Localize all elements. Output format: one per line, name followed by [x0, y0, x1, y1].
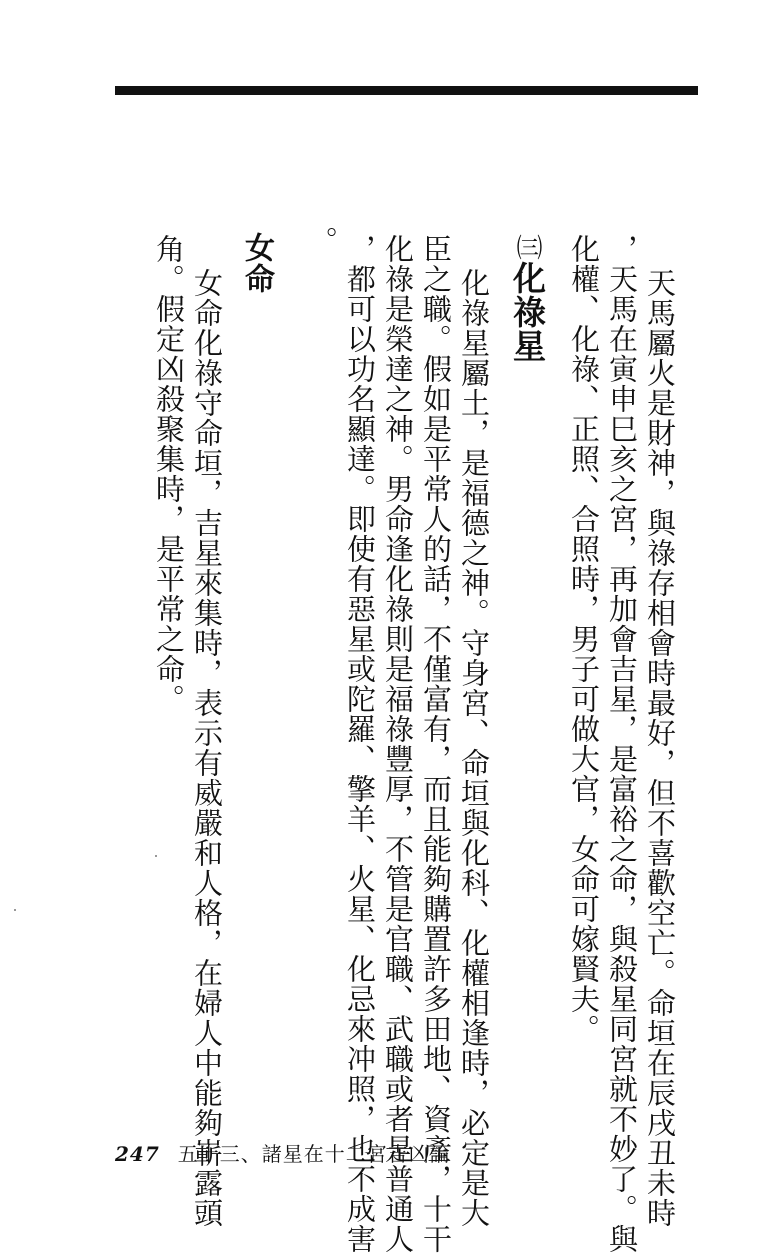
- text-column-hualu-2: 臣之職。假如是平常人的話，不僅富有，而且能夠購置許多田地、資產，十干: [419, 234, 453, 1254]
- page-number: 247: [115, 1142, 160, 1166]
- text-column-hualu-1: 化祿星屬土，是福德之神。守身宮、命垣與化科、化權相逢時，必定是大: [457, 268, 491, 1228]
- text-column-tianma-3: 化權、化祿、正照、合照時，男子可做大官，女命可嫁賢夫。: [567, 234, 601, 1044]
- text-column-tianma-2: ，天馬在寅申巳亥之宮，再加會吉星，是富裕之命，與殺星同宮就不妙了。與: [605, 234, 639, 1254]
- text-column-hualu-3: 化祿是榮達之神。男命逢化祿則是福祿豐厚，不管是官職、武職或者是普通人: [381, 234, 415, 1254]
- section-number: ㈢: [512, 234, 542, 261]
- text-column-tianma-1: 天馬屬火是財神，與祿存相會時最好，但不喜歡空亡。命垣在辰戌丑未時: [643, 268, 677, 1228]
- scan-speck: [14, 909, 16, 911]
- text-column-hualu-4: ，都可以功名顯達。即使有惡星或陀羅、擎羊、火星、化忌來冲照，也不成害: [343, 234, 377, 1254]
- chapter-title: 五十三、諸星在十二宮吉凶論: [177, 1142, 451, 1166]
- text-column-nvming-2: 角。假定凶殺聚集時，是平常之命。: [152, 234, 186, 714]
- text-column-nvming-1: 女命化祿守命垣，吉星來集時，表示有威嚴和人格，在婦人中能夠嶄露頭: [190, 268, 224, 1228]
- page-footer: [115, 1138, 451, 1167]
- scan-speck: [155, 855, 157, 857]
- section-heading: [509, 234, 545, 363]
- subsection-heading: 女命: [239, 232, 274, 294]
- top-rule: [115, 86, 698, 95]
- section-title: 化祿星: [508, 261, 547, 363]
- text-column-hualu-5: 。: [305, 226, 339, 256]
